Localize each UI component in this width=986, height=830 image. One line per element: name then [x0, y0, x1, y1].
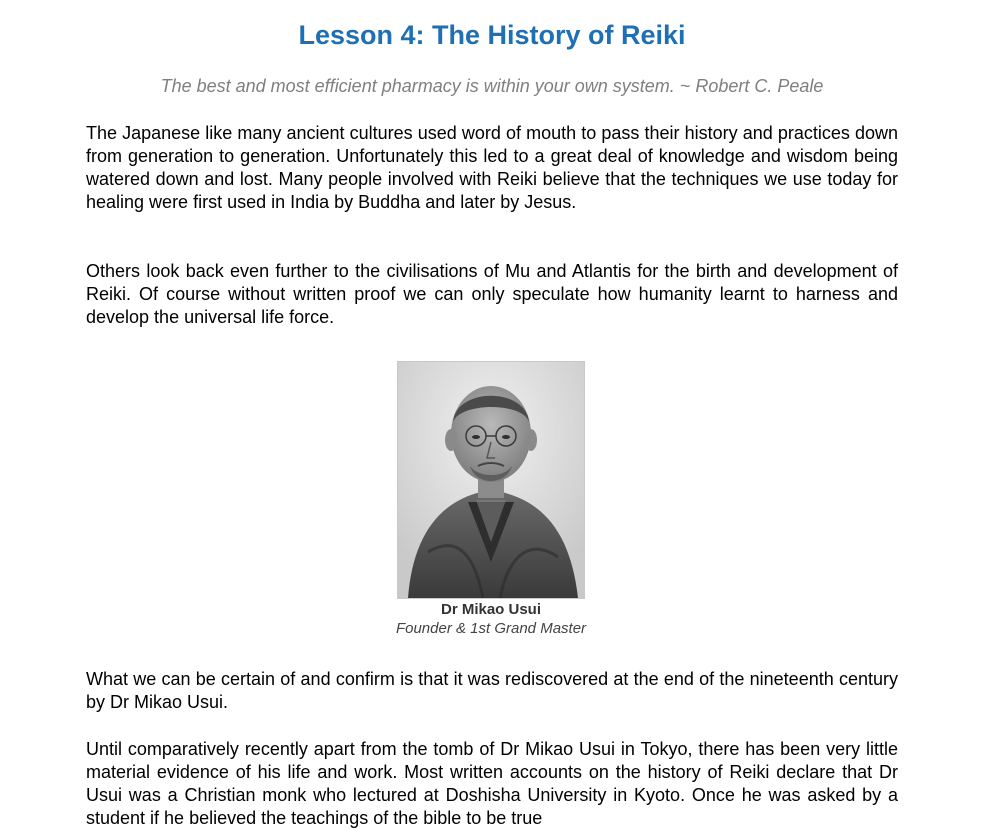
figure-caption-role: Founder & 1st Grand Master — [395, 620, 587, 637]
paragraph-2: Others look back even further to the civilisations of Mu and Atlantis for the birth and development of Reiki. Of course without written proof we can only speculate how humanity learnt to harness and develop the universal life force. — [86, 261, 898, 327]
paragraph-4: Until comparatively recently apart from the tomb of Dr Mikao Usui in Tokyo, there has been very little material evidence of his life and work. Most written accounts on the history of Reiki declare that Dr Usui was a Christian monk who lectured at Doshisha University in Kyoto. Once he was asked by a student if he believed the teachings of the bible to be true — [86, 739, 898, 828]
portrait-photo — [397, 361, 585, 599]
epigraph-quote: The best and most efficient pharmacy is within your own system. ~ Robert C. Peale — [160, 76, 824, 96]
portrait-figure — [376, 361, 606, 638]
paragraph-1: The Japanese like many ancient cultures used word of mouth to pass their history and practices down from generation to generation. Unfortunately this led to a great deal of knowledge and wisdom being watered down and lost. Many people involved with Reiki believe that the techniques we use today for healing were first used in India by Buddha and later by Jesus. — [86, 123, 898, 212]
figure-caption-name: Dr Mikao Usui — [440, 601, 542, 618]
portrait-illustration — [398, 362, 584, 598]
page-title: Lesson 4: The History of Reiki — [298, 20, 686, 50]
paragraph-3: What we can be certain of and confirm is that it was rediscovered at the end of the nineteenth century by Dr Mikao Usui. — [86, 669, 898, 712]
